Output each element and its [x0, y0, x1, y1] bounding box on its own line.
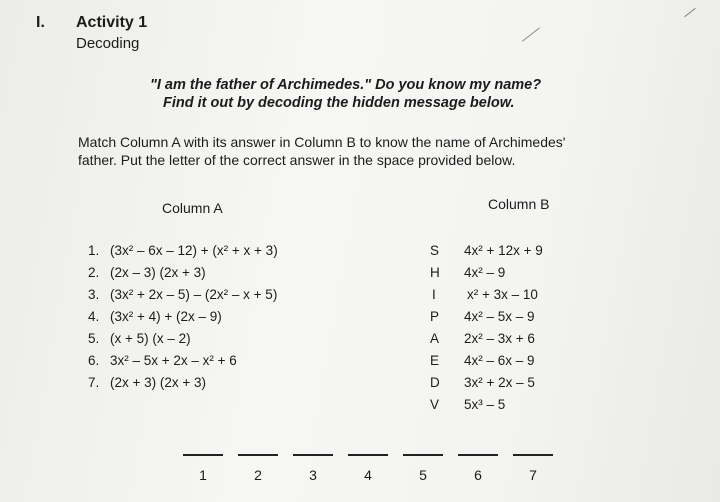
column-b-expression: 4x² + 12x + 9	[464, 243, 543, 258]
column-b-expression: 4x² – 6x – 9	[464, 353, 535, 368]
answer-blank[interactable]	[513, 454, 553, 456]
intro-line-2: Find it out by decoding the hidden message below.	[163, 95, 515, 111]
table-row	[0, 397, 720, 417]
blank-number: 4	[364, 467, 372, 483]
answer-blank[interactable]	[293, 454, 333, 456]
column-b-letter: I	[432, 287, 436, 302]
column-a-number: 2.	[88, 265, 100, 280]
column-a-expression: (3x² – 6x – 12) + (x² + x + 3)	[110, 243, 278, 258]
blank-number: 2	[254, 467, 262, 483]
answer-blank[interactable]	[458, 454, 498, 456]
column-b-letter: H	[430, 265, 440, 280]
column-a-expression: (x + 5) (x – 2)	[110, 331, 191, 346]
column-b-letter: S	[430, 243, 440, 258]
activity-subtitle: Decoding	[76, 35, 140, 52]
blank-number: 6	[474, 467, 482, 483]
answer-blank[interactable]	[403, 454, 443, 456]
column-b-letter: V	[430, 397, 440, 412]
table-row	[0, 265, 720, 285]
column-a-expression: (3x² + 4) + (2x – 9)	[110, 309, 222, 324]
table-row	[0, 309, 720, 329]
blank-number: 7	[529, 467, 537, 483]
column-a-number: 6.	[88, 353, 100, 368]
instructions-line-2: father. Put the letter of the correct answer in the space provided below.	[78, 152, 516, 168]
column-a-expression: (3x² + 2x – 5) – (2x² – x + 5)	[110, 287, 278, 302]
column-b-letter: D	[430, 375, 440, 390]
column-b-expression: 5x³ – 5	[464, 397, 506, 412]
answer-blank[interactable]	[183, 454, 223, 456]
column-a-number: 7.	[88, 375, 100, 390]
table-row	[0, 287, 720, 307]
pen-mark	[684, 8, 696, 17]
table-row	[0, 243, 720, 263]
column-b-header: Column B	[488, 196, 550, 212]
column-a-expression: (2x + 3) (2x + 3)	[110, 375, 207, 390]
column-a-number: 5.	[88, 331, 100, 346]
column-a-expression: 3x² – 5x + 2x – x² + 6	[110, 353, 237, 368]
column-b-expression: 4x² – 5x – 9	[464, 309, 535, 324]
column-b-letter: E	[430, 353, 440, 368]
table-row	[0, 331, 720, 351]
column-b-letter: P	[430, 309, 440, 324]
table-row	[0, 353, 720, 373]
blank-number: 3	[309, 467, 317, 483]
blank-number: 5	[419, 467, 427, 483]
column-a-number: 4.	[88, 309, 100, 324]
pen-mark	[522, 27, 540, 41]
intro-line-1: "I am the father of Archimedes." Do you know my name?	[150, 77, 542, 93]
column-b-expression: 4x² – 9	[464, 265, 506, 280]
column-a-header: Column A	[162, 200, 223, 216]
column-a-number: 1.	[88, 243, 100, 258]
answer-blank[interactable]	[238, 454, 278, 456]
column-b-expression: 2x² – 3x + 6	[464, 331, 535, 346]
column-b-expression: x² + 3x – 10	[467, 287, 538, 302]
blank-number: 1	[199, 467, 207, 483]
answer-blank[interactable]	[348, 454, 388, 456]
table-row	[0, 375, 720, 395]
activity-title: Activity 1	[76, 14, 148, 31]
column-b-expression: 3x² + 2x – 5	[464, 375, 535, 390]
section-numeral: I.	[36, 14, 45, 31]
instructions-line-1: Match Column A with its answer in Column B to know the name of Archimedes'	[78, 134, 566, 150]
column-b-letter: A	[430, 331, 440, 346]
column-a-expression: (2x – 3) (2x + 3)	[110, 265, 206, 280]
column-a-number: 3.	[88, 287, 100, 302]
